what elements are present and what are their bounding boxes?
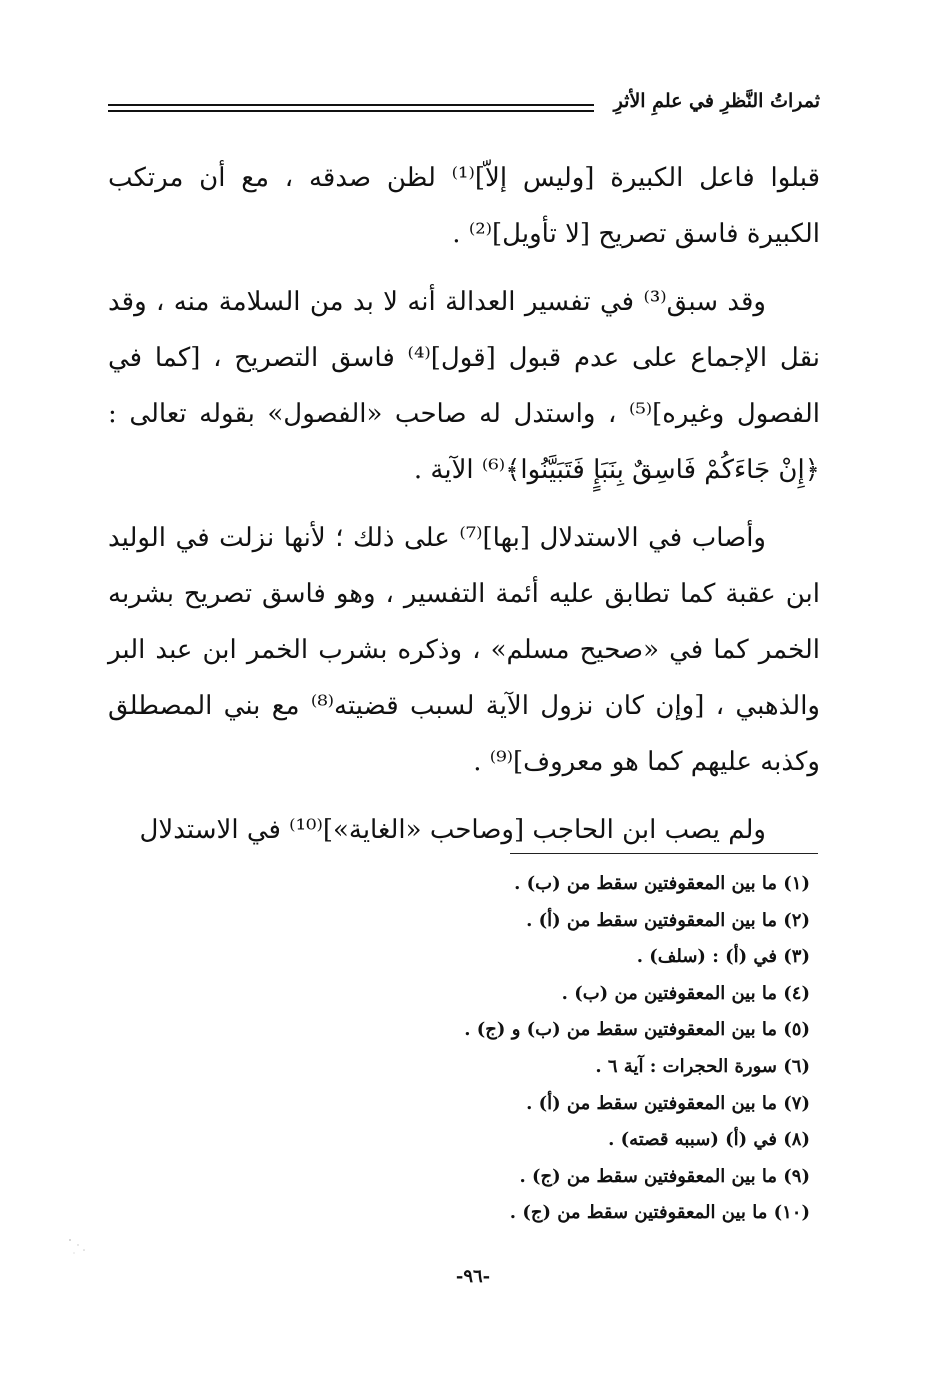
footnote-item: (٨) في (أ) (سببه قصته) .: [608, 1129, 810, 1151]
paragraph: وقد سبق⁽³⁾ في تفسير العدالة أنه لا بد من السلامة منه ، وقد نقل الإجماع على عدم قبول [قول]⁽⁴⁾ فاسق التصريح ، [كما في الفصول وغيره]⁽⁵⁾ ، واستدل له صاحب «الفصول» بقوله تعالى : ﴿إِنْ جَاءَكُمْ فَاسِقٌ بِنَبَإٍ فَتَبَيَّنُوا﴾⁽⁶⁾ الآية .: [108, 287, 820, 485]
footnote-item: (٦) سورة الحجرات : آية ٦ .: [595, 1055, 810, 1077]
header-double-rule: [108, 104, 594, 112]
scan-speck: [64, 1236, 90, 1258]
page-number: -٩٦-: [455, 1266, 491, 1287]
footnote-item: (٥) ما بين المعقوفتين سقط من (ب) و (ج) .: [464, 1019, 810, 1041]
footnote-separator: [510, 853, 818, 854]
footnote-item: (٧) ما بين المعقوفتين سقط من (أ) .: [526, 1092, 810, 1114]
footnote-item: (٣) في (أ) : (سلف) .: [636, 946, 810, 968]
paragraph: ولم يصب ابن الحاجب [وصاحب «الغاية»]⁽¹⁰⁾ في الاستدلال: [139, 815, 766, 845]
main-text: [108, 150, 820, 870]
footnotes: [390, 866, 810, 1232]
footnote-item: (١) ما بين المعقوفتين سقط من (ب) .: [514, 873, 810, 894]
footnote-item: (٤) ما بين المعقوفتين من (ب) .: [561, 982, 810, 1004]
running-header: [108, 88, 820, 128]
footnote-item: (٩) ما بين المعقوفتين سقط من (ج) .: [519, 1165, 810, 1187]
paragraph: قبلوا فاعل الكبيرة [وليس إلاّ]⁽¹⁾ لظن صدقه ، مع أن مرتكب الكبيرة فاسق تصريح [لا تأويل]⁽²⁾ .: [108, 163, 821, 249]
footnote-item: (١٠) ما بين المعقوفتين سقط من (ج) .: [509, 1202, 810, 1224]
footnote-item: (٢) ما بين المعقوفتين سقط من (أ) .: [526, 909, 810, 931]
paragraph: وأصاب في الاستدلال [بها]⁽⁷⁾ على ذلك ؛ لأنها نزلت في الوليد ابن عقبة كما تطابق عليه أئمة التفسير ، وهو فاسق تصريح بشربه الخمر كما في «صحيح مسلم» ، وذكره بشرب الخمر ابن عبد البر والذهبي ، [وإن كان نزول الآية لسبب قضيته⁽⁸⁾ مع بني المصطلق وكذبه عليهم كما هو معروف]⁽⁹⁾ .: [108, 523, 820, 777]
running-title: ثمراتُ النَّظرِ في علمِ الأثرِ: [613, 90, 820, 112]
